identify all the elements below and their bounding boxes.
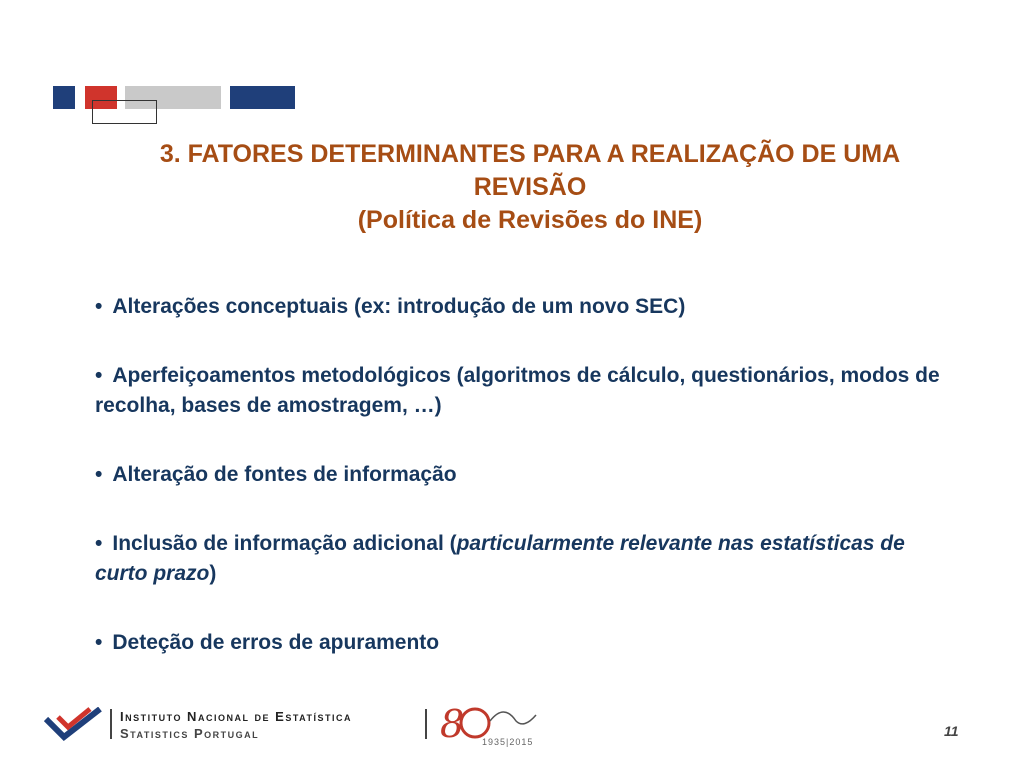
bullet-item-1	[95, 292, 955, 322]
bullet-item-5	[95, 628, 955, 658]
slide-title	[95, 138, 965, 237]
bullet-list	[95, 292, 955, 697]
ine-logo-icon	[44, 707, 104, 741]
title-line-1: 3. FATORES DETERMINANTES PARA A REALIZAÇÃO DE UMA	[159, 140, 901, 168]
footer-separator	[425, 709, 427, 739]
svg-text:8: 8	[440, 702, 465, 746]
bullet-text: Alterações conceptuais (ex: introdução de um novo SEC)	[112, 295, 686, 318]
decor-outline-box	[92, 100, 157, 124]
slide-footer	[0, 695, 1024, 755]
bullet-text-pre: Inclusão de informação adicional (	[112, 532, 457, 555]
title-line-3: (Política de Revisões do INE)	[357, 206, 703, 234]
footer-separator	[110, 709, 112, 739]
title-line-2: REVISÃO	[473, 173, 587, 201]
bullet-item-4	[95, 529, 955, 589]
bullet-item-2	[95, 361, 955, 421]
org-name-line-1: Instituto Nacional de Estatística	[120, 709, 353, 724]
org-name	[120, 708, 352, 742]
bullet-item-3	[95, 460, 955, 490]
bullet-text: Alteração de fontes de informação	[112, 463, 457, 486]
bullet-dot-icon: •	[95, 463, 103, 486]
bullet-text: Deteção de erros de apuramento	[112, 631, 440, 654]
bullet-dot-icon: •	[95, 532, 103, 555]
decor-square-blue	[53, 86, 75, 109]
bullet-text-post: )	[209, 562, 217, 585]
org-name-line-2: Statistics Portugal	[120, 726, 260, 741]
bullet-text: Aperfeiçoamentos metodológicos (algoritmos de cálculo, questionários, modos de recolha, bases de amostragem, …)	[95, 364, 940, 417]
bullet-dot-icon: •	[95, 295, 103, 318]
anniversary-years: 1935|2015	[482, 737, 534, 747]
bullet-text-italic: particularmente relevante nas estatísticas de curto prazo	[95, 532, 905, 585]
bullet-dot-icon: •	[95, 631, 103, 654]
bullet-dot-icon: •	[95, 364, 103, 387]
decor-bar-blue	[230, 86, 295, 109]
page-number: 11	[944, 723, 959, 739]
